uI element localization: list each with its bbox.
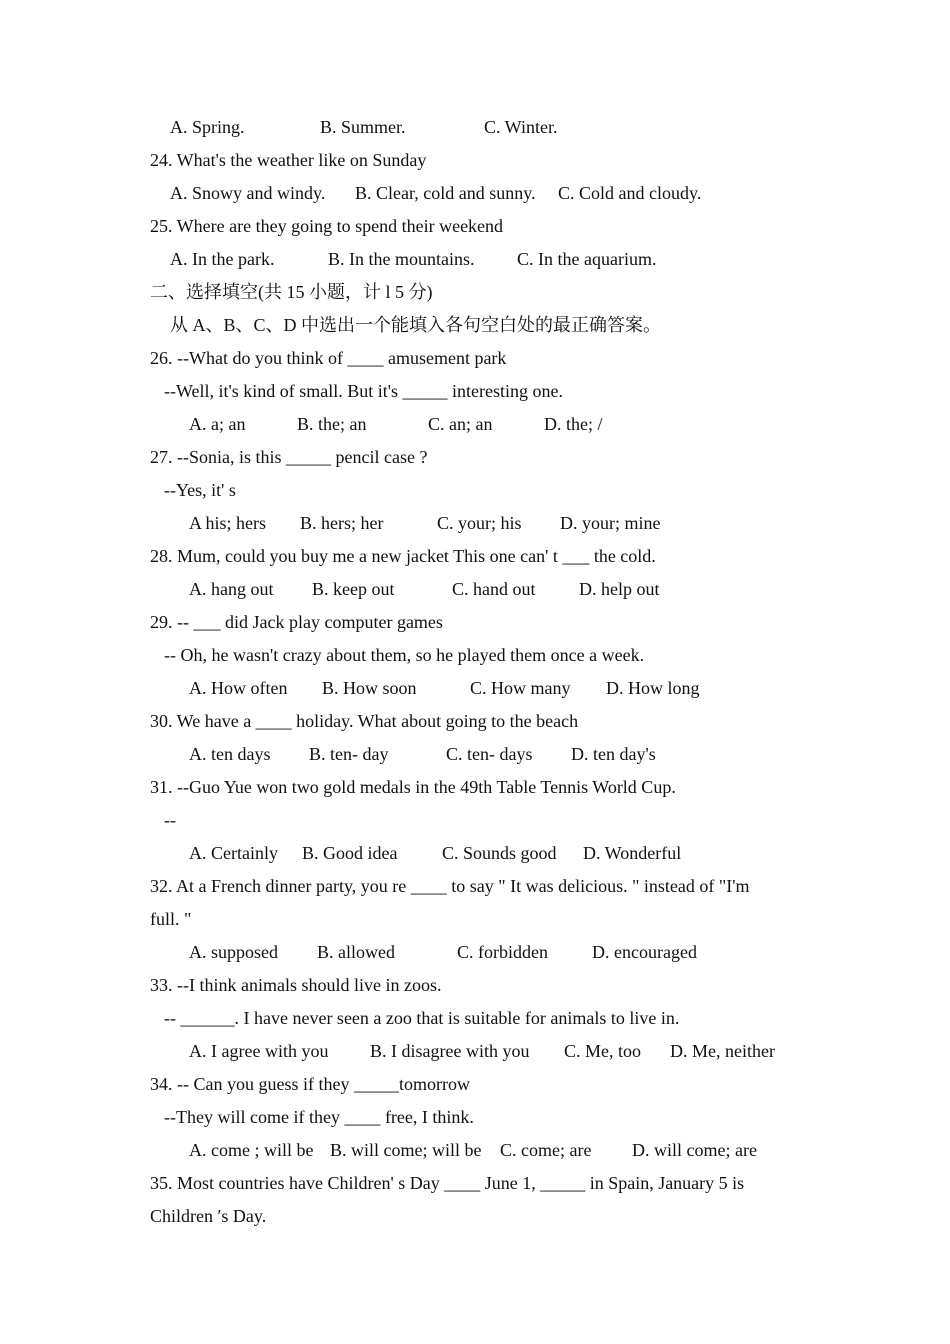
q25-option-a: A. In the park. — [170, 249, 275, 269]
q26-line1: 26. --What do you think of ____ amusement park — [150, 348, 507, 368]
q30-line1: 30. We have a ____ holiday. What about going to the beach — [150, 711, 579, 731]
q28-option-a: A. hang out — [189, 579, 274, 599]
q31-option-c: C. Sounds good — [442, 843, 557, 863]
q23-option-a: A. Spring. — [170, 117, 245, 137]
q32-line2: full. " — [150, 909, 192, 929]
q30-option-a: A. ten days — [189, 744, 271, 764]
q24-option-c: C. Cold and cloudy. — [558, 183, 702, 203]
q34-option-d: D. will come; are — [632, 1140, 757, 1160]
q26-line2: --Well, it's kind of small. But it's _____ interesting one. — [164, 381, 563, 401]
q34-line2: --They will come if they ____ free, I think. — [164, 1107, 474, 1127]
q34-option-c: C. come; are — [500, 1140, 592, 1160]
q29-line2: -- Oh, he wasn't crazy about them, so he played them once a week. — [164, 645, 645, 665]
q25-option-b: B. In the mountains. — [328, 249, 475, 269]
q33-line2: -- ______. I have never seen a zoo that is suitable for animals to live in. — [164, 1008, 680, 1028]
q33-line1: 33. --I think animals should live in zoos. — [150, 975, 442, 995]
q24-stem: 24. What's the weather like on Sunday — [150, 150, 427, 170]
section-instruction: 从 A、B、C、D 中选出一个能填入各句空白处的最正确答案。 — [170, 315, 662, 335]
q26-option-b: B. the; an — [297, 414, 367, 434]
q33-option-c: C. Me, too — [564, 1041, 642, 1061]
q28-option-c: C. hand out — [452, 579, 536, 599]
q32-line1: 32. At a French dinner party, you re ____ to say " It was delicious. " instead of "I'm — [150, 876, 750, 896]
q27-line2: --Yes, it' s — [164, 480, 236, 500]
q34-option-b: B. will come; will be — [330, 1140, 482, 1160]
q23-option-c: C. Winter. — [484, 117, 558, 137]
q32-option-a: A. supposed — [189, 942, 278, 962]
q33-option-a: A. I agree with you — [189, 1041, 329, 1061]
q30-option-d: D. ten day's — [571, 744, 656, 764]
q26-option-d: D. the; / — [544, 414, 603, 434]
q28-line1: 28. Mum, could you buy me a new jacket This one can' t ___ the cold. — [150, 546, 656, 566]
q27-option-c: C. your; his — [437, 513, 522, 533]
q26-option-c: C. an; an — [428, 414, 493, 434]
q28-option-b: B. keep out — [312, 579, 395, 599]
q35-line1: 35. Most countries have Children' s Day ____ June 1, _____ in Spain, January 5 is — [150, 1173, 745, 1193]
q32-option-d: D. encouraged — [592, 942, 697, 962]
q29-option-a: A. How often — [189, 678, 288, 698]
q33-option-b: B. I disagree with you — [370, 1041, 530, 1061]
section-heading: 二、选择填空(共 15 小题，计 l 5 分) — [150, 282, 433, 302]
q24-option-b: B. Clear, cold and sunny. — [355, 183, 536, 203]
q34-option-a: A. come ; will be — [189, 1140, 314, 1160]
q30-option-b: B. ten- day — [309, 744, 389, 764]
q32-option-b: B. allowed — [317, 942, 395, 962]
q27-option-a: A his; hers — [189, 513, 267, 533]
q35-line2: Children ′s Day. — [150, 1206, 267, 1226]
q28-option-d: D. help out — [579, 579, 660, 599]
q25-option-c: C. In the aquarium. — [517, 249, 657, 269]
q29-option-c: C. How many — [470, 678, 571, 698]
q31-line2: -- — [164, 810, 176, 830]
q31-option-d: D. Wonderful — [583, 843, 682, 863]
q32-option-c: C. forbidden — [457, 942, 548, 962]
q26-option-a: A. a; an — [189, 414, 246, 434]
q27-line1: 27. --Sonia, is this _____ pencil case ? — [150, 447, 428, 467]
q29-line1: 29. -- ___ did Jack play computer games — [150, 612, 443, 632]
q33-option-d: D. Me, neither — [670, 1041, 775, 1061]
q30-option-c: C. ten- days — [446, 744, 533, 764]
q29-option-d: D. How long — [606, 678, 700, 698]
q24-option-a: A. Snowy and windy. — [170, 183, 326, 203]
q31-line1: 31. --Guo Yue won two gold medals in the 49th Table Tennis World Cup. — [150, 777, 676, 797]
q31-option-a: A. Certainly — [189, 843, 278, 863]
q31-option-b: B. Good idea — [302, 843, 398, 863]
q27-option-b: B. hers; her — [300, 513, 384, 533]
q29-option-b: B. How soon — [322, 678, 417, 698]
q25-stem: 25. Where are they going to spend their weekend — [150, 216, 504, 236]
q23-option-b: B. Summer. — [320, 117, 406, 137]
q34-line1: 34. -- Can you guess if they _____tomorrow — [150, 1074, 470, 1094]
q27-option-d: D. your; mine — [560, 513, 661, 533]
